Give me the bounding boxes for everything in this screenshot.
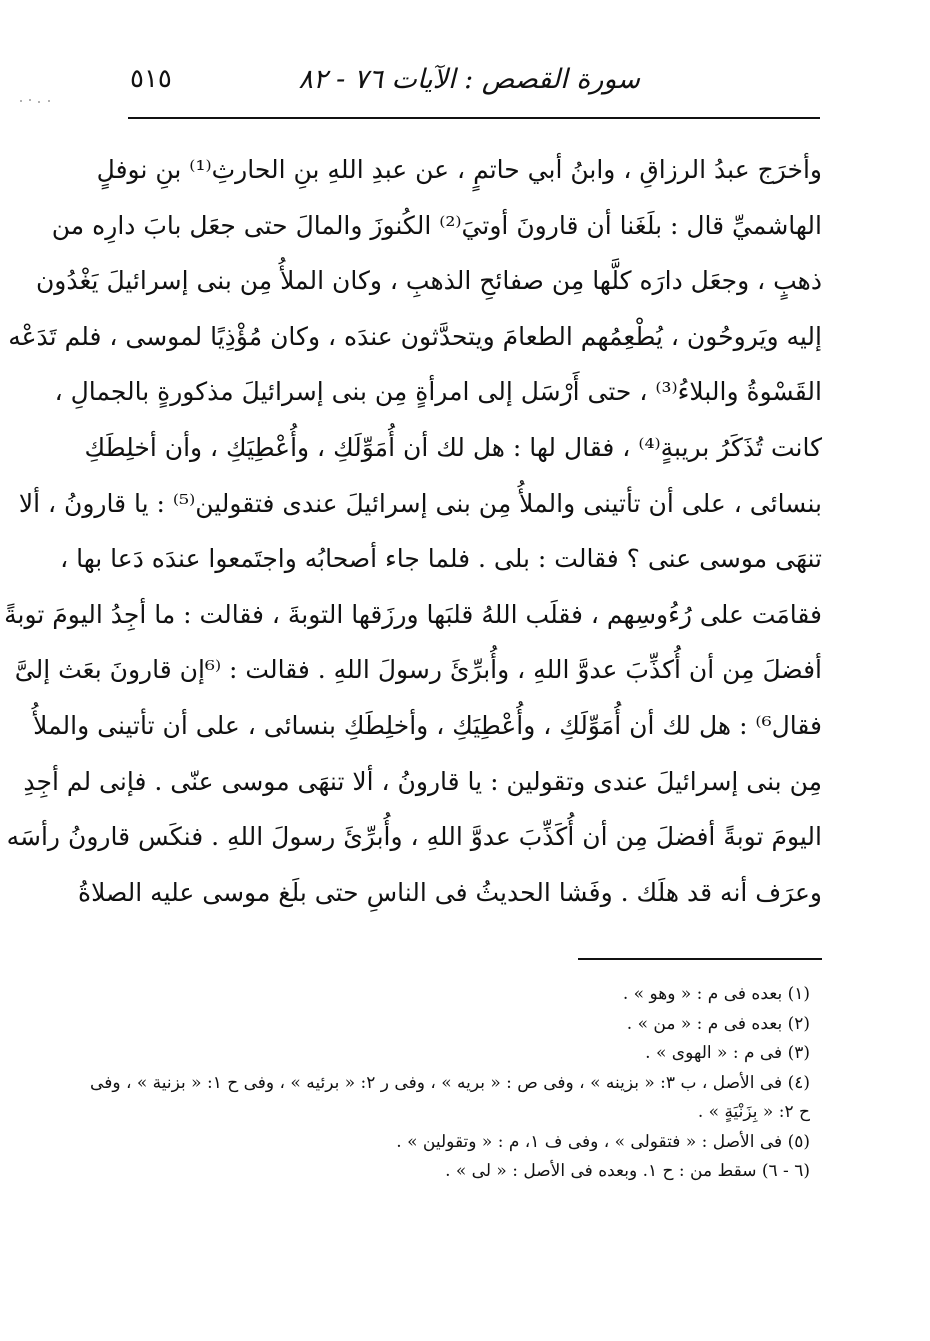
scan-margin-specks xyxy=(20,98,56,104)
footnotes xyxy=(90,980,822,1187)
text-line: تنهَى موسى عنى ؟ فقالت : بلى . فلما جاء أصحابُه واجتَمعوا عندَه دَعا بها ، xyxy=(60,544,822,574)
text-line: أفضلَ مِن أن أُكذِّبَ عدوَّ اللهِ ، وأُبرِّئَ رسولَ اللهِ . فقالت : ⁽⁶إن قارونَ بعَث إلىَّ xyxy=(14,655,822,685)
text-line: فقامَت على رُءُوسِهم ، فقلَب اللهُ قلبَها ورزَقها التوبةَ ، فقالت : ما أجِدُ اليومَ توبةً xyxy=(4,599,822,629)
text-line: ذهبٍ ، وجعَل دارَه كلَّها مِن صفائحِ الذهبِ ، وكان الملأُ مِن بنى إسرائيلَ يَغْدُون xyxy=(35,266,822,296)
text-line: وعرَف أنه قد هلَك . وفَشا الحديثُ فى الناسِ حتى بلَغ موسى عليه الصلاةُ xyxy=(77,877,822,907)
footnote-3: (٣) فى م : « الهوى » . xyxy=(645,1043,810,1063)
text-line: إليه ويَروحُون ، يُطْعِمُهم الطعامَ ويتحدَّثون عندَه ، وكان مُؤْذِيًا لموسى ، فلم تَدَعْه xyxy=(8,321,822,351)
text-line: وأخرَج عبدُ الرزاقِ ، وابنُ أبي حاتمٍ ، عن عبدِ اللهِ بنِ الحارثِ⁽¹⁾ بنِ نوفلٍ xyxy=(96,155,822,184)
footnote-4-continued: ح ٢: « بِزَنْيَةٍ » . xyxy=(697,1102,810,1122)
footnote-separator xyxy=(578,958,822,960)
footnote-2: (٢) بعده فى م : « من » . xyxy=(626,1013,810,1034)
text-line: القَسْوةُ والبلاءُ⁽³⁾ ، حتى أَرْسَل إلى امرأةٍ مِن بنى إسرائيلَ مذكورةٍ بالجمالِ ، xyxy=(54,377,822,407)
text-line: فقال⁶⁾ : هل لك أن أُمَوِّلَكِ ، وأُعْطِيَكِ ، وأخلِطَكِ بنسائى ، على أن تأتينى والملأُ xyxy=(33,710,822,740)
text-line: مِن بنى إسرائيلَ عندى وتقولين : يا قارونُ ، ألا تنهَى موسى عنّى . فإنى لم أجِدِ xyxy=(23,766,822,796)
header-rule xyxy=(128,117,820,119)
footnote-5: (٥) فى الأصل : « فتقولى » ، وفى ف ١، م : « وتقولين » . xyxy=(396,1131,810,1152)
footnote-1: (١) بعده فى م : « وهو » . xyxy=(622,984,810,1004)
text-line: الهاشميِّ قال : بلَغَنا أن قارونَ أوتيَ⁽²⁾ الكُنوزَ والمالَ حتى جعَل بابَ دارِه من xyxy=(51,210,822,240)
main-text xyxy=(4,142,822,920)
footnote-4: (٤) فى الأصل ، ب ٣: « بزينه » ، وفى ص : « بريه » ، وفى ر ٢: « برئيه » ، وفى ح ١: « بزنية » ، وفى xyxy=(90,1072,810,1093)
running-header-title: سورة القصص : الآيات ٧٦ - ٨٢ xyxy=(298,64,640,95)
text-line: كانت تُذَكَرُ بريبةٍ⁽⁴⁾ ، فقال لها : هل لك أن أُمَوِّلَكِ ، وأُعْطِيَكِ ، وأن أخلِطَكِ xyxy=(84,432,822,462)
text-line: بنسائى ، على أن تأتينى والملأُ مِن بنى إسرائيلَ عندى فتقولين⁽⁵⁾ : يا قارونُ ، ألا xyxy=(18,488,822,518)
footnote-6: (٦ - ٦) سقط من : ح ١. وبعده فى الأصل : « لى » . xyxy=(445,1161,810,1181)
running-header xyxy=(130,58,820,108)
page-number: ٥١٥ xyxy=(130,64,172,94)
text-line: اليومَ توبةً أفضلَ مِن أن أُكَذِّبَ عدوَّ اللهِ ، وأُبرِّئَ رسولَ اللهِ . فنكَس قارونُ رأسَه xyxy=(6,822,822,852)
